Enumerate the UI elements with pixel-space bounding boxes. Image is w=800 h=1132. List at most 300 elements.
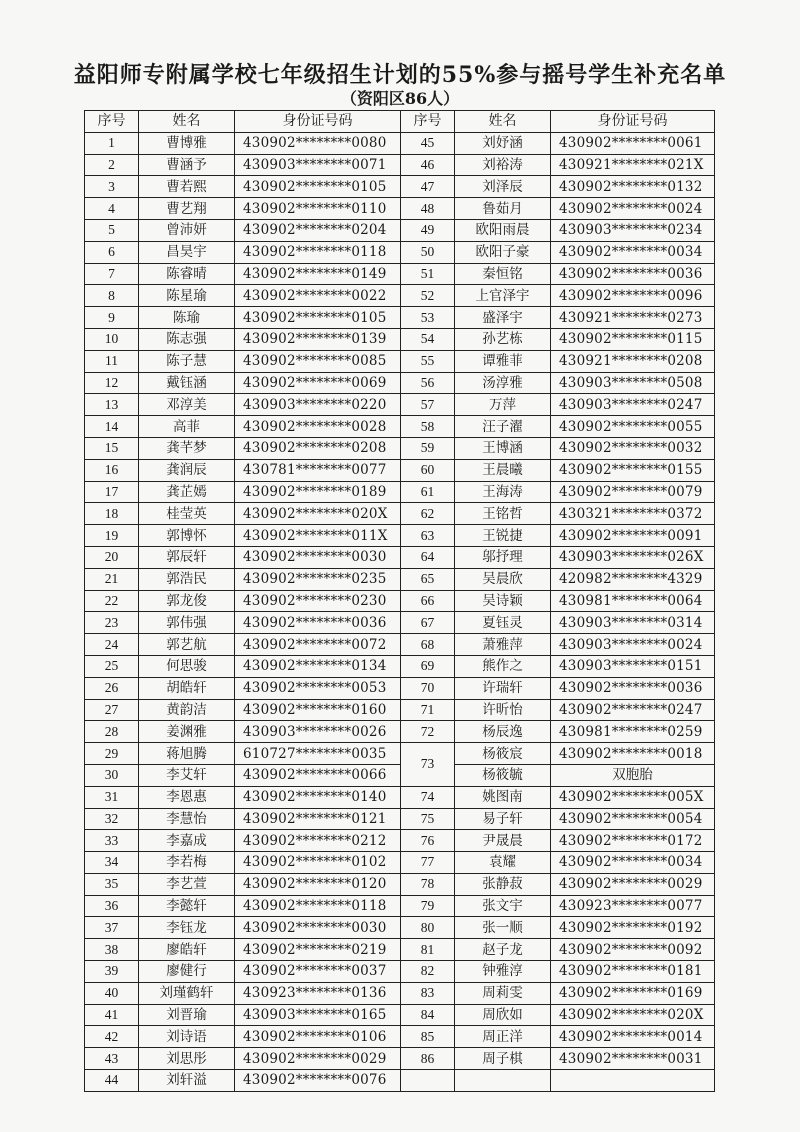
id-cell: 430902********020X: [235, 503, 401, 525]
id-cell: 430902********0029: [551, 873, 715, 895]
id-cell: 430902********0036: [551, 263, 715, 285]
table-row: [85, 241, 715, 263]
name-cell: 易子轩: [455, 808, 551, 830]
seq-cell: 34: [85, 852, 139, 874]
seq-cell: 73: [401, 743, 455, 787]
id-cell: [551, 1070, 715, 1092]
id-cell: 430981********0259: [551, 721, 715, 743]
name-cell: 龚芊梦: [139, 437, 235, 459]
seq-cell: 25: [85, 655, 139, 677]
table-row: [85, 982, 715, 1004]
seq-cell: 26: [85, 677, 139, 699]
table-row: [85, 350, 715, 372]
name-cell: 杨筱毓: [455, 764, 551, 786]
id-cell: 430902********0054: [551, 808, 715, 830]
name-cell: 杨筱宸: [455, 743, 551, 765]
name-cell: 秦恒铭: [455, 263, 551, 285]
seq-cell: 85: [401, 1026, 455, 1048]
seq-cell: 11: [85, 350, 139, 372]
id-cell: 430902********0092: [551, 939, 715, 961]
seq-cell: 35: [85, 873, 139, 895]
table-row: [85, 154, 715, 176]
id-cell: 430902********0247: [551, 699, 715, 721]
table-row: [85, 939, 715, 961]
id-cell: 430921********021X: [551, 154, 715, 176]
seq-cell: 74: [401, 786, 455, 808]
seq-cell: 3: [85, 176, 139, 198]
name-cell: 尹晟晨: [455, 830, 551, 852]
table-row: [85, 612, 715, 634]
id-cell: 430903********0151: [551, 655, 715, 677]
name-cell: 郭博怀: [139, 525, 235, 547]
id-cell: 430902********0018: [551, 743, 715, 765]
name-cell: 张文宇: [455, 895, 551, 917]
seq-cell: 28: [85, 721, 139, 743]
table-row: [85, 808, 715, 830]
table-row: [85, 764, 715, 786]
seq-cell: 58: [401, 416, 455, 438]
seq-cell: 22: [85, 590, 139, 612]
name-cell: 胡皓轩: [139, 677, 235, 699]
name-cell: 姜渊雅: [139, 721, 235, 743]
id-cell: 430902********0118: [235, 895, 401, 917]
name-cell: 张一顺: [455, 917, 551, 939]
id-cell: 430902********0115: [551, 328, 715, 350]
id-cell: 430902********0079: [551, 481, 715, 503]
seq-cell: 53: [401, 307, 455, 329]
seq-cell: 79: [401, 895, 455, 917]
table-row: [85, 132, 715, 154]
name-cell: 周莉雯: [455, 982, 551, 1004]
table-row: [85, 568, 715, 590]
name-cell: 夏钰灵: [455, 612, 551, 634]
name-cell: 汪子濯: [455, 416, 551, 438]
name-cell: 万萍: [455, 394, 551, 416]
id-cell: 430902********0032: [551, 437, 715, 459]
name-cell: 盛泽宇: [455, 307, 551, 329]
id-cell: 430902********0055: [551, 416, 715, 438]
seq-cell: 29: [85, 743, 139, 765]
name-cell: 曹若熙: [139, 176, 235, 198]
table-row: [85, 961, 715, 983]
id-cell: 430903********0247: [551, 394, 715, 416]
table-row: [85, 437, 715, 459]
seq-cell: 51: [401, 263, 455, 285]
table-row: [85, 1070, 715, 1092]
name-cell: 李慧怡: [139, 808, 235, 830]
name-cell: 邓淳美: [139, 394, 235, 416]
seq-cell: 83: [401, 982, 455, 1004]
id-cell: 430902********0208: [235, 437, 401, 459]
seq-cell: 8: [85, 285, 139, 307]
document-subtitle: （资阳区86人）: [340, 89, 460, 108]
name-cell: 曹涵予: [139, 154, 235, 176]
seq-cell: 72: [401, 721, 455, 743]
id-cell: 430902********0053: [235, 677, 401, 699]
id-cell: 430902********0134: [235, 655, 401, 677]
table-row: [85, 655, 715, 677]
id-cell: 430903********026X: [551, 546, 715, 568]
header-name: 姓名: [455, 111, 551, 133]
table-row: [85, 198, 715, 220]
id-cell: 420982********4329: [551, 568, 715, 590]
name-cell: 王博涵: [455, 437, 551, 459]
seq-cell: 31: [85, 786, 139, 808]
seq-cell: 60: [401, 459, 455, 481]
header-id: 身份证号码: [235, 111, 401, 133]
id-cell: 430902********0106: [235, 1026, 401, 1048]
name-cell: 周正洋: [455, 1026, 551, 1048]
name-cell: 刘裕涛: [455, 154, 551, 176]
id-cell: 双胞胎: [551, 764, 715, 786]
name-cell: 王锐捷: [455, 525, 551, 547]
seq-cell: 41: [85, 1004, 139, 1026]
table-row: [85, 786, 715, 808]
name-cell: 郭伟强: [139, 612, 235, 634]
id-cell: 430902********0155: [551, 459, 715, 481]
table-row: [85, 307, 715, 329]
header-id: 身份证号码: [551, 111, 715, 133]
id-cell: 430902********0029: [235, 1048, 401, 1070]
seq-cell: 76: [401, 830, 455, 852]
name-cell: 黄韵洁: [139, 699, 235, 721]
name-cell: 许昕怡: [455, 699, 551, 721]
seq-cell: 24: [85, 634, 139, 656]
id-cell: 430902********0066: [235, 764, 401, 786]
name-cell: 何思骏: [139, 655, 235, 677]
seq-cell: 32: [85, 808, 139, 830]
id-cell: 430902********0080: [235, 132, 401, 154]
id-cell: 430902********0034: [551, 241, 715, 263]
seq-cell: 45: [401, 132, 455, 154]
id-cell: 430781********0077: [235, 459, 401, 481]
id-cell: 430902********0085: [235, 350, 401, 372]
seq-cell: 10: [85, 328, 139, 350]
name-cell: 刘诗语: [139, 1026, 235, 1048]
seq-cell: 59: [401, 437, 455, 459]
name-cell: 萧雅萍: [455, 634, 551, 656]
seq-cell: 27: [85, 699, 139, 721]
seq-cell: 6: [85, 241, 139, 263]
id-cell: 430921********0273: [551, 307, 715, 329]
id-cell: 430902********0212: [235, 830, 401, 852]
name-cell: 廖皓轩: [139, 939, 235, 961]
name-cell: 王海涛: [455, 481, 551, 503]
table-row: [85, 219, 715, 241]
id-cell: 430902********011X: [235, 525, 401, 547]
id-cell: 430902********0072: [235, 634, 401, 656]
table-row: [85, 459, 715, 481]
seq-cell: 62: [401, 503, 455, 525]
seq-cell: 5: [85, 219, 139, 241]
id-cell: 430902********0110: [235, 198, 401, 220]
table-row: [85, 372, 715, 394]
name-cell: 昌昊宇: [139, 241, 235, 263]
seq-cell: 63: [401, 525, 455, 547]
id-cell: 430902********0036: [551, 677, 715, 699]
id-cell: 430902********0230: [235, 590, 401, 612]
header-name: 姓名: [139, 111, 235, 133]
seq-cell: 52: [401, 285, 455, 307]
name-cell: 曹艺翔: [139, 198, 235, 220]
name-cell: 龚润辰: [139, 459, 235, 481]
id-cell: 430902********0014: [551, 1026, 715, 1048]
name-cell: 汤淳雅: [455, 372, 551, 394]
seq-cell: 43: [85, 1048, 139, 1070]
table-row: [85, 481, 715, 503]
id-cell: 430903********0024: [551, 634, 715, 656]
table-row: [85, 1026, 715, 1048]
id-cell: 430902********0118: [235, 241, 401, 263]
name-cell: 刘轩溢: [139, 1070, 235, 1092]
name-cell: 曾沛妍: [139, 219, 235, 241]
id-cell: 430981********0064: [551, 590, 715, 612]
name-cell: 邬抒理: [455, 546, 551, 568]
name-cell: 李钰龙: [139, 917, 235, 939]
seq-cell: 20: [85, 546, 139, 568]
id-cell: 430902********0149: [235, 263, 401, 285]
seq-cell: 84: [401, 1004, 455, 1026]
name-cell: 许瑞轩: [455, 677, 551, 699]
name-cell: 蒋旭腾: [139, 743, 235, 765]
seq-cell: 33: [85, 830, 139, 852]
id-cell: 430902********0102: [235, 852, 401, 874]
id-cell: 430903********0508: [551, 372, 715, 394]
seq-cell: 82: [401, 961, 455, 983]
name-cell: 吴晨欣: [455, 568, 551, 590]
name-cell: 孙艺栋: [455, 328, 551, 350]
table-row: [85, 743, 715, 765]
name-cell: 周欣如: [455, 1004, 551, 1026]
seq-cell: [401, 1070, 455, 1092]
id-cell: 430903********0220: [235, 394, 401, 416]
seq-cell: 12: [85, 372, 139, 394]
header-seq: 序号: [401, 111, 455, 133]
seq-cell: 42: [85, 1026, 139, 1048]
name-cell: 欧阳雨晨: [455, 219, 551, 241]
id-cell: 430902********0030: [235, 917, 401, 939]
seq-cell: 75: [401, 808, 455, 830]
student-list-table: [84, 110, 715, 1092]
name-cell: 吴诗颖: [455, 590, 551, 612]
table-row: [85, 590, 715, 612]
id-cell: 430902********0076: [235, 1070, 401, 1092]
name-cell: 戴钰涵: [139, 372, 235, 394]
name-cell: 高菲: [139, 416, 235, 438]
seq-cell: 17: [85, 481, 139, 503]
seq-cell: 54: [401, 328, 455, 350]
table-row: [85, 873, 715, 895]
table-row: [85, 895, 715, 917]
seq-cell: 68: [401, 634, 455, 656]
id-cell: 430902********0139: [235, 328, 401, 350]
seq-cell: 86: [401, 1048, 455, 1070]
name-cell: 郭浩民: [139, 568, 235, 590]
table-row: [85, 176, 715, 198]
id-cell: 430902********0037: [235, 961, 401, 983]
name-cell: 郭龙俊: [139, 590, 235, 612]
seq-cell: 70: [401, 677, 455, 699]
name-cell: 郭艺航: [139, 634, 235, 656]
id-cell: 430902********0160: [235, 699, 401, 721]
seq-cell: 36: [85, 895, 139, 917]
name-cell: 姚图南: [455, 786, 551, 808]
name-cell: 陈瑜: [139, 307, 235, 329]
seq-cell: 65: [401, 568, 455, 590]
id-cell: 430921********0208: [551, 350, 715, 372]
name-cell: 李嘉成: [139, 830, 235, 852]
table-row: [85, 525, 715, 547]
seq-cell: 37: [85, 917, 139, 939]
name-cell: 桂莹英: [139, 503, 235, 525]
seq-cell: 64: [401, 546, 455, 568]
id-cell: 430902********0192: [551, 917, 715, 939]
name-cell: 杨辰逸: [455, 721, 551, 743]
id-cell: 430902********020X: [551, 1004, 715, 1026]
id-cell: 430903********0314: [551, 612, 715, 634]
seq-cell: 49: [401, 219, 455, 241]
table-row: [85, 677, 715, 699]
seq-cell: 80: [401, 917, 455, 939]
name-cell: 谭雅菲: [455, 350, 551, 372]
id-cell: 430923********0136: [235, 982, 401, 1004]
seq-cell: 23: [85, 612, 139, 634]
seq-cell: 38: [85, 939, 139, 961]
table-row: [85, 394, 715, 416]
seq-cell: 14: [85, 416, 139, 438]
name-cell: 欧阳子豪: [455, 241, 551, 263]
name-cell: [455, 1070, 551, 1092]
name-cell: 李艺萱: [139, 873, 235, 895]
id-cell: 610727********0035: [235, 743, 401, 765]
name-cell: 刘泽辰: [455, 176, 551, 198]
seq-cell: 46: [401, 154, 455, 176]
id-cell: 430902********0189: [235, 481, 401, 503]
name-cell: 廖健行: [139, 961, 235, 983]
table-row: [85, 1004, 715, 1026]
id-cell: 430903********0234: [551, 219, 715, 241]
name-cell: 张静菽: [455, 873, 551, 895]
name-cell: 钟雅淳: [455, 961, 551, 983]
seq-cell: 4: [85, 198, 139, 220]
table-row: [85, 830, 715, 852]
name-cell: 熊作之: [455, 655, 551, 677]
name-cell: 刘晋瑜: [139, 1004, 235, 1026]
name-cell: 袁耀: [455, 852, 551, 874]
id-cell: 430321********0372: [551, 503, 715, 525]
seq-cell: 67: [401, 612, 455, 634]
name-cell: 周子棋: [455, 1048, 551, 1070]
name-cell: 曹博雅: [139, 132, 235, 154]
table-row: [85, 328, 715, 350]
seq-cell: 16: [85, 459, 139, 481]
seq-cell: 18: [85, 503, 139, 525]
seq-cell: 48: [401, 198, 455, 220]
name-cell: 李懿轩: [139, 895, 235, 917]
table-row: [85, 1048, 715, 1070]
id-cell: 430902********0105: [235, 307, 401, 329]
seq-cell: 19: [85, 525, 139, 547]
id-cell: 430902********0181: [551, 961, 715, 983]
name-cell: 陈志强: [139, 328, 235, 350]
seq-cell: 71: [401, 699, 455, 721]
seq-cell: 15: [85, 437, 139, 459]
table-row: [85, 546, 715, 568]
seq-cell: 66: [401, 590, 455, 612]
name-cell: 李恩惠: [139, 786, 235, 808]
table-row: [85, 634, 715, 656]
id-cell: 430903********0026: [235, 721, 401, 743]
table-row: [85, 917, 715, 939]
name-cell: 陈星瑜: [139, 285, 235, 307]
name-cell: 陈睿晴: [139, 263, 235, 285]
id-cell: 430902********0031: [551, 1048, 715, 1070]
name-cell: 鲁茹月: [455, 198, 551, 220]
name-cell: 陈子慧: [139, 350, 235, 372]
seq-cell: 57: [401, 394, 455, 416]
table-row: [85, 852, 715, 874]
table-row: [85, 416, 715, 438]
id-cell: 430923********0077: [551, 895, 715, 917]
id-cell: 430902********0121: [235, 808, 401, 830]
id-cell: 430902********0061: [551, 132, 715, 154]
name-cell: 刘妤涵: [455, 132, 551, 154]
name-cell: 刘思彤: [139, 1048, 235, 1070]
id-cell: 430902********0096: [551, 285, 715, 307]
seq-cell: 47: [401, 176, 455, 198]
seq-cell: 21: [85, 568, 139, 590]
id-cell: 430902********0169: [551, 982, 715, 1004]
table-row: [85, 699, 715, 721]
id-cell: 430902********0022: [235, 285, 401, 307]
seq-cell: 77: [401, 852, 455, 874]
id-cell: 430902********0028: [235, 416, 401, 438]
seq-cell: 44: [85, 1070, 139, 1092]
seq-cell: 2: [85, 154, 139, 176]
seq-cell: 50: [401, 241, 455, 263]
seq-cell: 1: [85, 132, 139, 154]
table-header-row: [85, 111, 715, 133]
id-cell: 430902********0140: [235, 786, 401, 808]
id-cell: 430902********0172: [551, 830, 715, 852]
seq-cell: 69: [401, 655, 455, 677]
seq-cell: 7: [85, 263, 139, 285]
seq-cell: 39: [85, 961, 139, 983]
seq-cell: 30: [85, 764, 139, 786]
seq-cell: 81: [401, 939, 455, 961]
table-row: [85, 721, 715, 743]
id-cell: 430902********0034: [551, 852, 715, 874]
table-row: [85, 503, 715, 525]
name-cell: 赵子龙: [455, 939, 551, 961]
seq-cell: 78: [401, 873, 455, 895]
id-cell: 430902********0235: [235, 568, 401, 590]
id-cell: 430902********0030: [235, 546, 401, 568]
seq-cell: 61: [401, 481, 455, 503]
id-cell: 430903********0071: [235, 154, 401, 176]
seq-cell: 13: [85, 394, 139, 416]
name-cell: 郭辰轩: [139, 546, 235, 568]
id-cell: 430902********0219: [235, 939, 401, 961]
seq-cell: 40: [85, 982, 139, 1004]
document-title: 益阳师专附属学校七年级招生计划的55%参与摇号学生补充名单: [73, 62, 727, 88]
id-cell: 430902********0036: [235, 612, 401, 634]
name-cell: 李若梅: [139, 852, 235, 874]
id-cell: 430902********0091: [551, 525, 715, 547]
name-cell: 王铭哲: [455, 503, 551, 525]
seq-cell: 55: [401, 350, 455, 372]
name-cell: 上官泽宇: [455, 285, 551, 307]
